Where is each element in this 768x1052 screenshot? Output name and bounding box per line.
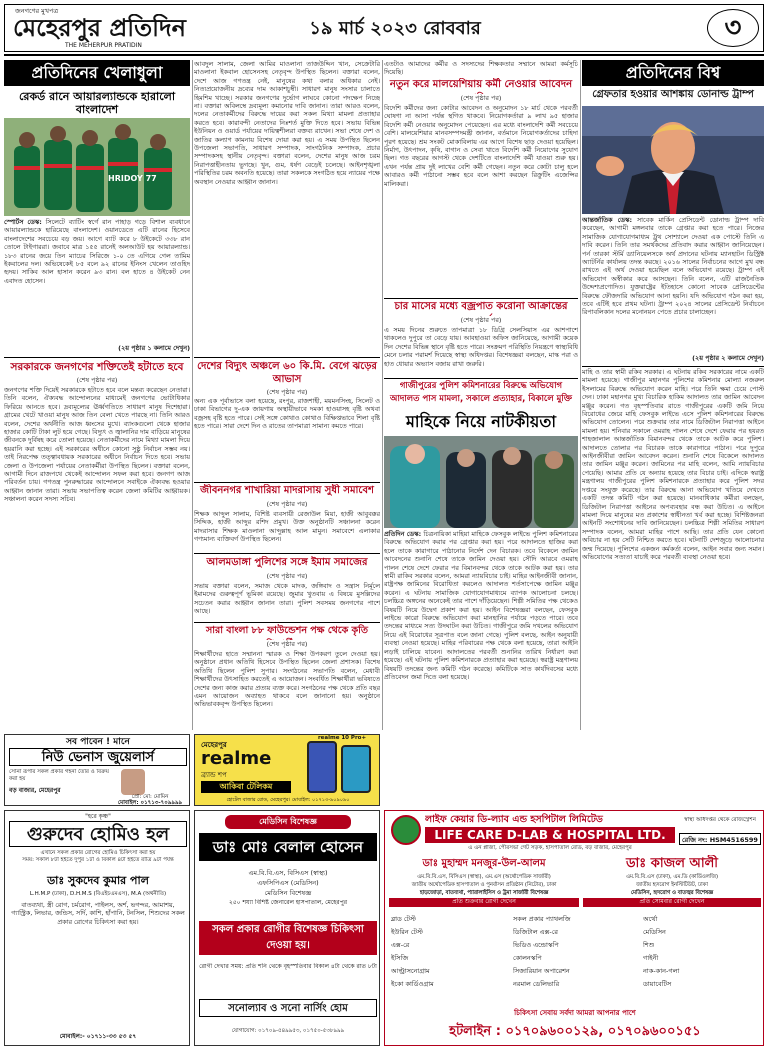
sports-section-title: প্রতিদিনের খেলাধুলা	[4, 60, 190, 86]
divider-3	[194, 482, 380, 483]
lifecare-name-bn: লাইফ কেয়ার ডি-ল্যাব এন্ড হসপিটাল লিমিটেড	[425, 814, 603, 825]
service-item: ইউরিন টেস্ট	[391, 928, 423, 936]
foundation-headline: সারা বাংলা ৮৮ ফাউন্ডেশন পক্ষ থেকে কৃতি	[205, 625, 369, 636]
drama-byline: প্রতিদিন ডেস্ক:	[384, 530, 422, 538]
service-item: ডিজিটাল এক্স-রে	[513, 928, 558, 936]
phone-image	[307, 741, 337, 793]
service-item: ইকো কার্ডিওগ্রাম	[391, 980, 434, 988]
record-headline: চার মাসের মধ্যে বজ্রপাত করোনা আক্রান্তের	[394, 301, 568, 312]
lifecare-license: রেজি নং: HSM4516599	[679, 833, 761, 845]
local-story-headline: সরকারকে জনগণের শক্তিতেই হটাতে হবে	[10, 361, 184, 373]
col3-top-text: এতটাও আমাদের কর্মীর ও সদস্যদের শিক্ষকতার সম্মানে আমরা কর্মসূচি দিয়েছি।	[384, 60, 578, 76]
drama-photo	[384, 436, 578, 528]
service-item: নাক-কান-গলা	[643, 967, 680, 975]
foundation-body: শিক্ষার্থীদের হাতে সম্মাননা স্মারক ও শিক্ষা উপকরণ তুলে দেওয়া হয়। অনুষ্ঠানে প্রধান অতিথি হিসেবে উপস্থিত ছিলেন জেলা প্রশাসক। বিশেষ অতিথি ছিলেন পুলিশ সুপার। সংগঠনের সভাপতি বলেন, মেধাবী শিক্ষার্থীদের উৎসাহিত করতেই এ আয়োজন। সংবর্ধিত শিক্ষার্থীরা ভবিষ্যতে দেশের জন্য কাজ করার প্রত্যয় ব্যক্ত করে। সংগঠনের পক্ষ থেকে প্রতি বছর এমন আয়োজন অব্যাহত থাকবে বলে জানানো হয়। অনুষ্ঠানে অভিভাবকবৃন্দ উপস্থিত ছিলেন।	[194, 650, 380, 709]
divider-6	[384, 298, 578, 299]
local-story-body: জনগণের শক্তি দিয়েই সরকারকে হটাতে হবে বলে মন্তব্য করেছেন নেতারা। তিনি বলেন, ঐক্যবদ্ধ আন্দোলনের মাধ্যমেই জনগণের ভোটাধিকার ফিরিয়ে আনতে হবে। দ্রব্যমূল্যের ঊর্ধ্বগতিতে সাধারণ মানুষ দিশেহারা। গ্রামের খেটে খাওয়া মানুষ আজ তিন বেলা খেতে পারছে না। তিনি আরও বলেন, দেশের অর্থনীতি আজ ধ্বংসের মুখে। ব্যাংকগুলো থেকে হাজার হাজার কোটি টাকা লুট হয়ে গেছে। বিদ্যুৎ ও জ্বালানির দাম বাড়িয়ে মানুষের জীবনকে দুর্বিষহ করে তোলা হয়েছে। নেতাকর্মীদের নামে মিথ্যা মামলা দিয়ে হয়রানি করা হচ্ছে। এই সরকারের অধীনে কোনো সুষ্ঠু নির্বাচন সম্ভব নয়। তাই নিরপেক্ষ তত্ত্বাবধায়ক সরকারের অধীনে নির্বাচন দিতে হবে। সভায় জেলা ও উপজেলা পর্যায়ের নেতাকর্মীরা উপস্থিত ছিলেন। বক্তারা বলেন, আগামী দিনে রাজপথে থেকেই আন্দোলন সফল করা হবে। জনগণ আজ পরিবর্তন চায়। গণতন্ত্র পুনরুদ্ধারের আন্দোলনে সবাইকে ঐক্যবদ্ধ হওয়ার আহ্বান জানান তারা। সভায় সভাপতিত্ব করেন জেলা কমিটির আহ্বায়ক। সঞ্চালনা করেন সদস্য সচিব।	[4, 386, 190, 504]
jewellers-owner: প্রো: মো: মোমিন	[131, 794, 169, 800]
realme-product: realme 10 Pro+	[317, 735, 367, 741]
world-body-2: মাহি ও তার স্বামী রকিব সরকার। এ ঘটনায় রকিব সরকারের নামে একটি মামলা হয়েছে। গাজীপুর মহানগর পুলিশের কমিশনার মোল্যা নজরুল ইসলামের বিরুদ্ধে অভিযোগ করেন মাহি। পরে তিনি ক্ষমা চেয়ে পোস্ট দেন। ঢাকা মহানগর মুখ্য বিচারিক হাকিম আদালত তার জামিন আবেদন মঞ্জুর করেন। গত বৃহস্পতিবার রাতে গাজীপুরের একটি জমি নিয়ে বিরোধের জেরে মাহি ফেসবুক লাইভে এসে পুলিশ কমিশনারের বিরুদ্ধে অভিযোগ তোলেন। পরে শুক্রবার তার নামে ডিজিটাল নিরাপত্তা আইনে মামলা হয়। শনিবার সকালে ওমরাহ পালন শেষে দেশে ফেরার পর হযরত শাহজালাল আন্তর্জাতিক বিমানবন্দর থেকে তাকে আটক করে পুলিশ। আদালতে তোলার পর বিচারক তাকে কারাগারে পাঠান। পরে দুপুরে আইনজীবীরা জামিন আবেদন করেন। শুনানি শেষে বিকেলে আদালত তার জামিন মঞ্জুর করেন। জামিনের পর মাহি বলেন, আমি ন্যায়বিচার পেয়েছি। আমার প্রতি যে অন্যায় হয়েছে তার বিচার চাই। এদিকে স্বরাষ্ট্র মন্ত্রণালয় গাজীপুরের পুলিশ কমিশনারকে প্রত্যাহার করে পুলিশ সদর দপ্তরে সংযুক্ত করেছে। তার বিরুদ্ধে আনা অভিযোগ খতিয়ে দেখতে একটি তদন্ত কমিটি গঠন করা হয়েছে। মানবাধিকার কর্মীরা বলছেন, ডিজিটাল নিরাপত্তা আইনের অপব্যবহার বন্ধ করা উচিত। এ আইনে মামলা দিয়ে মানুষের মত প্রকাশের স্বাধীনতা খর্ব করা হচ্ছে। বিশিষ্টজনরা আইনটি সংশোধনের দাবি জানিয়েছেন। চলচ্চিত্র শিল্পী সমিতির সাধারণ সম্পাদক বলেন, আমরা মাহির পাশে আছি। তার প্রতি যেন কোনো অবিচার না হয় সেটি নিশ্চিত করতে হবে। ঘটনাটি দেশজুড়ে আলোচনার জন্ম দিয়েছে। পুলিশের একজন কর্মকর্তা বলেন, আইন সবার জন্য সমান। অভিযোগের সত্যতা যাচাই করে পরবর্তী ব্যবস্থা নেওয়া হবে।	[582, 368, 764, 561]
storm-headline: দেশের বিদ্যুৎ অঞ্চলে ৬০ কি.মি. বেগে ঝড়ের আভাস	[197, 361, 377, 385]
divider-2	[194, 357, 380, 358]
homeo-tag: "হরে কৃষ্ণ"	[85, 813, 111, 820]
bellal-ad	[194, 810, 380, 1046]
divider-4	[194, 553, 380, 554]
bellal-banner: মেডিসিন বিশেষজ্ঞ	[225, 815, 351, 829]
rally-headline: জীবননগর শাখারিয়া মাদরাসায় সুধী সমাবেশ	[200, 485, 374, 496]
drama-headline: মাহিকে নিয়ে নাটকীয়তা	[405, 412, 556, 431]
world-section-title: প্রতিদিনের বিশ্ব	[582, 60, 764, 86]
homeo-name: গুরুদেব হোমিও হল	[9, 821, 187, 847]
lifecare-doc2-deg: এম.বি.বি.এস (ঢাকা), এম.ডি (কার্ডিওলজি)	[625, 874, 719, 880]
service-item: শিশু	[643, 941, 655, 949]
local-story-tag: (শেষ পৃষ্ঠার পর)	[76, 376, 118, 384]
world-byline: আন্তর্জাতিক ডেস্ক:	[582, 216, 633, 224]
world-body: সাবেক মার্কিন প্রেসিডেন্ট ডোনাল্ড ট্রাম্প দাবি করেছেন, আগামী মঙ্গলবার তাকে গ্রেপ্তার করা হতে পারে। নিজের সামাজিক যোগাযোগমাধ্যম ট্রুথ সোশ্যালে দেওয়া এক পোস্টে তিনি এ দাবি করেন। তিনি তার সমর্থকদের প্রতিবাদ করার আহ্বান জানিয়েছেন। পর্ন তারকা স্টর্মি ড্যানিয়েলসকে অর্থ প্রদানের ঘটনায় ম্যানহাটন ডিস্ট্রিক্ট অ্যাটর্নির কার্যালয় তদন্ত করছে। ২০১৬ সালের নির্বাচনের আগে মুখ বন্ধ রাখতে এই অর্থ দেওয়া হয়েছিল বলে অভিযোগ রয়েছে। ট্রাম্প এই অভিযোগ অস্বীকার করে আসছেন। তিনি বলেন, এটি রাজনৈতিক উদ্দেশ্যপ্রণোদিত। যুক্তরাষ্ট্রের ইতিহাসে কোনো সাবেক প্রেসিডেন্টের বিরুদ্ধে ফৌজদারি অভিযোগ আনা হয়নি। যদি অভিযোগ গঠন করা হয়, তবে এটিই হবে প্রথম ঘটনা। ট্রাম্প ২০২৪ সালের প্রেসিডেন্ট নির্বাচনে রিপাবলিকান দলের মনোনয়ন পেতে প্রচার চালাচ্ছেন।	[582, 216, 764, 317]
page-number	[707, 9, 759, 47]
police-tag: (শেষ পৃষ্ঠার পর)	[266, 572, 308, 580]
homeo-ad	[4, 810, 190, 1046]
lifecare-name-en: LIFE CARE D-LAB & HOSPITAL LTD.	[425, 827, 675, 843]
court-headline: গাজীপুরের পুলিশ কমিশনারের বিরুদ্ধে অভিযোগ আদালত পাস মামলা, সকালে প্রত্যাহার, বিকালে মুক্তি	[389, 381, 573, 404]
lifecare-doc2-time: প্রতি সোমবার রোগী দেখেন	[583, 898, 761, 907]
jersey-text: HRIDOY 77	[108, 174, 157, 183]
lifecare-hotline: ০১৭০৯৬০০১২৯, ০১৭০৯৬০০১৫১	[505, 1024, 701, 1039]
lifecare-services-right	[643, 913, 761, 1003]
record-tag: (শেষ পৃষ্ঠার পর)	[460, 316, 502, 324]
realme-ad	[194, 734, 380, 806]
jewellers-line1: সোনা রূপার সকল প্রকার গহনা তৈরি ও বিক্রয় করা হয়	[9, 769, 109, 782]
service-item: কোলনস্কপি	[513, 954, 542, 962]
col2-story: আবদুল সালাম, জেলা আমির মাওলানা তাজউদ্দিন খান, সেক্রেটারি মাওলানা ইকবাল হোসেনসহ নেতৃবৃন্দ উপস্থিত ছিলেন। বক্তারা বলেন, দেশে আজ গণতন্ত্র নেই, মানুষের কথা বলার অধিকার নেই। নিত্যপ্রয়োজনীয় দ্রব্যের দাম আকাশচুম্বী। সাধারণ মানুষ সংসার চালাতে হিমশিম খাচ্ছে। সরকার জনগণের দুর্ভোগ লাঘবে কোনো পদক্ষেপ নিচ্ছে না। বক্তারা অবিলম্বে দ্রব্যমূল্য কমানোর দাবি জানান। তারা আরও বলেন, দলের নেতাকর্মীদের বিরুদ্ধে দায়ের করা সকল মিথ্যা মামলা প্রত্যাহার করতে হবে। কারাবন্দী নেতাদের নিঃশর্ত মুক্তি দিতে হবে। সভায় বিভিন্ন ইউনিয়ন ও ওয়ার্ড পর্যায়ের দায়িত্বশীলরা বক্তব্য রাখেন। সভা শেষে দেশ ও জাতির কল্যাণ কামনায় বিশেষ দোয়া করা হয়। এ সময় উপস্থিত ছিলেন উপজেলা সভাপতি, সাধারণ সম্পাদক, সাংগঠনিক সম্পাদক, প্রচার সম্পাদকসহ স্থানীয় নেতৃবৃন্দ। বক্তারা বলেন, দেশের মানুষ আজ চরম নিরাপত্তাহীনতায় ভুগছে। খুন, গুম, ধর্ষণ বেড়েই চলেছে। আইনশৃঙ্খলা পরিস্থিতির চরম অবনতি হয়েছে। তারা সকলকে সংগঠিত হয়ে ন্যায়ের পক্ষে অবস্থান নেওয়ার আহ্বান জানান।	[194, 60, 380, 186]
divider-8	[582, 366, 764, 367]
malaysia-body: বিদেশি কর্মীদের জন্য কোটার আবেদন ও অনুমোদন ১৮ মার্চ থেকে পরবর্তী ঘোষণা না আসা পর্যন্ত স্থগিত থাকবে। নিয়োগকর্তারা ৯ লাখ ৯৫ হাজার বিদেশি কর্মী নেওয়ার অনুমোদন পেয়েছেন। এর মধ্যে বাংলাদেশি কর্মী সবচেয়ে বেশি। মালয়েশিয়ার মানবসম্পদমন্ত্রী জানান, বর্তমানে নিয়োগকর্তাদের চাহিদা পূরণ হয়েছে। শ্রম সংকট মোকাবিলায় এর আগে বিশেষ ছাড় দেওয়া হয়েছিল। নির্মাণ, উৎপাদন, কৃষি, বাগান ও সেবা খাতে বিদেশি কর্মী নিয়োগের সুযোগ ছিল। গত বছরের আগস্ট থেকে দেশটিতে বাংলাদেশি কর্মী যাওয়া শুরু হয়। এখন পর্যন্ত প্রায় দুই লাখের বেশি কর্মী গেছেন। নতুন করে কোটা চালু হলে আবারও কর্মী পাঠানো সম্ভব হবে বলে আশা করছেন রিক্রুটিং এজেন্সির মালিকরা।	[384, 104, 578, 188]
drama-body: চিত্রনায়িকা মাহিয়া মাহিকে ফেসবুক লাইভে পুলিশ কমিশনারের বিরুদ্ধে অভিযোগ করার পর গ্রেপ্তার করা হয়। পরে আদালতে হাজির করা হলে তাকে কারাগারে পাঠানোর নির্দেশ দেন বিচারক। তবে বিকেলে জামিন আবেদনের শুনানি শেষে তাকে জামিন দেওয়া হয়। সৌদি আরবে ওমরাহ পালন শেষে দেশে ফেরার পর বিমানবন্দর থেকে তাকে আটক করা হয়। তার স্বামী রাকিব সরকার বলেন, আমরা ন্যায়বিচার চাই। মাহির আইনজীবী জানান, রাষ্ট্রপক্ষ জামিনের বিরোধিতা করলেও আদালত শর্তসাপেক্ষে জামিন মঞ্জুর করেন। এ ঘটনায় সামাজিক যোগাযোগমাধ্যমে ব্যাপক আলোচনা চলছে। চলচ্চিত্র অঙ্গনের অনেকেই তার পাশে দাঁড়িয়েছেন। শিল্পী সমিতির পক্ষ থেকেও বিষয়টি নিয়ে উদ্বেগ প্রকাশ করা হয়। আইন বিশেষজ্ঞরা বলছেন, ফেসবুক লাইভে কারো বিরুদ্ধে অভিযোগ করা মানহানির পর্যায়ে পড়তে পারে। তবে তদন্তের মাধ্যমে সত্য উদঘাটন করা উচিত। গাজীপুরে জমি দখলের অভিযোগ নিয়ে এই বিরোধের সূত্রপাত বলে জানা গেছে। পুলিশ বলছে, আইন অনুযায়ী ব্যবস্থা নেওয়া হয়েছে। মাহির পরিবারের পক্ষ থেকে বলা হয়েছে, তারা আইনি লড়াই চালিয়ে যাবেন। আদালতের পরবর্তী শুনানির তারিখ নির্ধারণ করা হয়েছে। এই ঘটনায় পুলিশ কমিশনারকে প্রত্যাহার করা হয়েছে। স্বরাষ্ট্র মন্ত্রণালয় বিষয়টি তদন্তের জন্য কমিটি গঠন করেছে। কমিটিকে সাত কার্যদিবসের মধ্যে প্রতিবেদন জমা দিতে বলা হয়েছে।	[384, 530, 578, 681]
service-item: অর্থো	[643, 915, 658, 923]
lifecare-hotline-bar	[391, 1021, 759, 1043]
bellal-chamber: সনোল্যাব ও সনো নার্সিং হোম	[199, 999, 377, 1017]
lifecare-doc2-spec2: মেডিসিন, হৃদরোগ ও বাতজ্বর বিশেষজ্ঞ	[630, 890, 714, 896]
realme-brand: realme	[201, 749, 272, 769]
world-story	[582, 216, 764, 354]
storm-body: অন্য এক পূর্বাভাসে বলা হয়েছে, রংপুর, রাজশাহী, ময়মনসিংহ, সিলেট ও ঢাকা বিভাগের দু-এক জায়গায় অস্থায়ীভাবে দমকা হাওয়াসহ বৃষ্টি অথবা বজ্রসহ বৃষ্টি হতে পারে। সেই সঙ্গে কোথাও কোথাও বিক্ষিপ্তভাবে শিলা বৃষ্টি হতে পারে। সারা দেশে দিন ও রাতের তাপমাত্রা সামান্য কমতে পারে।	[194, 397, 380, 431]
col-sep-2	[382, 60, 383, 730]
lifecare-hotline-label: হটলাইন	[449, 1024, 492, 1039]
masthead-rule	[4, 54, 764, 56]
sports-byline: স্পোর্টস ডেস্ক:	[4, 218, 42, 226]
lifecare-doc1-deg: এম.বি.বি.এস, বিসিএস (স্বাস্থ্য), এম.এস (অর্থোপেডিক সার্জারী)	[417, 874, 551, 880]
col-sep-1	[192, 60, 193, 730]
sports-headline: রেকর্ড রানে আয়ারল্যান্ডকে হারালো বাংলাদেশ	[18, 90, 176, 116]
police-headline: আলমডাঙ্গা পুলিশের সঙ্গে ইমাম সমাজের	[206, 557, 368, 568]
lifecare-doc2: ডাঃ কাজল আলী	[625, 856, 719, 871]
drama-story	[384, 530, 578, 730]
service-item: ব্লাড টেস্ট	[391, 915, 416, 923]
realme-address: হোটেল বাজার রোড, মেহেরপুর। মোবাইল: ০১৭১৩-৯০৯০৯০	[226, 797, 350, 803]
service-item: সকল প্রকার প্যাথলজি	[513, 915, 571, 923]
cricket-team-photo	[4, 118, 190, 216]
jewellers-owner-photo	[121, 769, 145, 795]
jewellers-phone: মোবাইল: ০১৭১৩-৭০৯৯৯৯	[117, 800, 183, 806]
lifecare-doc1-time: প্রতি শুক্রবার রোগী দেখেন	[389, 898, 579, 907]
bellal-degree-2: এফসিপিএস (মেডিসিন)	[257, 879, 319, 887]
foundation-tag: (শেষ পৃষ্ঠার পর)	[266, 640, 308, 648]
realme-sub: ব্র্যান্ড শপ	[201, 771, 227, 779]
service-item: এক্স-রে	[391, 941, 410, 949]
lifecare-license-label: স্বাস্থ্য অধিদপ্তর থেকে রেজিস্ট্রেশন	[684, 817, 756, 823]
divider-5	[194, 622, 380, 623]
service-item: নরমাল ডেলিভারি	[513, 980, 560, 988]
service-item: আল্ট্রাসনোগ্রাম	[391, 967, 430, 975]
malaysia-headline: নতুন করে মালয়েশিয়ায় কর্মী নেওয়ার আবেদন	[389, 79, 573, 90]
service-item: সিজারিয়ান অপারেশন	[513, 967, 570, 975]
service-item: ভিডিও এন্ডোস্কপি	[513, 941, 559, 949]
world-photo	[582, 106, 764, 214]
record-body: এ সময় দিনের শুরুতে তাপমাত্রা ১৮ ডিগ্রি সেলসিয়াস এর আশপাশে থাকলেও দুপুরে তা বেড়ে যায়। আবহাওয়া অফিস জানিয়েছে, আগামী কয়েক দিন দেশের বিভিন্ন স্থানে বৃষ্টি হতে পারে। সংক্রমণ পরিস্থিতি নিয়ন্ত্রণে স্বাস্থ্যবিধি মেনে চলার পরামর্শ দিয়েছে স্বাস্থ্য অধিদপ্তর। বিশেষজ্ঞরা বলছেন, মাস্ক পরা ও হাত ধোয়ার অভ্যাস বজায় রাখা জরুরি।	[384, 326, 578, 368]
jewellers-line2: বড় বাজার, মেহেরপুর	[9, 787, 61, 794]
lifecare-address: এ এন প্লাজা, পৌরসভা গেট সড়ক, হাসপাতাল রোড, বড় বাজার, মেহেরপুর	[468, 845, 632, 851]
lifecare-doc2-spec: জাতীয় হৃদরোগ ইনস্টিটিউট, ঢাকা	[636, 882, 708, 888]
realme-dealer: আকিবা টেলিকম	[201, 781, 291, 793]
bellal-timing: রোগী দেখার সময়: প্রতি শনি থেকে বৃহস্পতিবার বিকাল ৪টা থেকে রাত ৮টা	[199, 963, 377, 970]
lifecare-doc1-spec2: হাড়জোড়া, বাতব্যথা, প্যারালাইসিস ও ট্রমা সার্জারী বিশেষজ্ঞ	[419, 890, 549, 896]
jewellers-top: সব পাবেন ! মানে	[66, 737, 130, 747]
bellal-contact: যোগাযোগ: ০১৭০৯-৫৪৯৯৫৩, ০১৭৫০-৫৩৮৯৯৯	[231, 1028, 345, 1034]
world-headline: গ্রেফতার হওয়ার আশঙ্কায় ডোনাল্ড ট্রাম্প	[592, 89, 754, 100]
homeo-sub: এখানে সকল প্রকার রোগের হোমিও চিকিৎসা করা হয়	[40, 850, 156, 856]
sports-body: সিলেটে ব্যাটিং স্বর্গে রান পাহাড় গড়ে বিশাল ব্যবধানে আয়ারল্যান্ডকে হারিয়েছে বাংলাদেশ। ওয়ানডেতে এটি রানের হিসেবে বাংলাদেশের সবচেয়ে বড় জয়। আগে ব্যাট করে ৮ উইকেটে ৩৩৮ রান তোলে টাইগাররা। জবাবে মাত্র ১৫৫ রানেই অলআউট হয় আয়ারল্যান্ড। ১৮৩ রানের জয়ে তিন ম্যাচের সিরিজে ১-০ তে এগিয়ে গেল তামিম ইকবালের দল। অভিষেকেই ৮৫ বলে ৯২ রানের ইনিংস খেলেন তাওহিদ হৃদয়। সাকিব আল হাসান করেন ৯৩ রান। বল হাতে ৪ উইকেট নেন এবাদত হোসেন।	[4, 218, 190, 285]
bellal-hospital: ২৫০ শয্যা বিশিষ্ট জেনারেল হাসপাতাল, মেহেরপুর	[228, 899, 348, 906]
realme-shop: মেহেরপুর	[201, 741, 227, 749]
lifecare-ad	[384, 810, 764, 1046]
homeo-body: বাতব্যথা, স্ত্রী রোগ, চর্মরোগ, পাইলস, অর্শ, ভগন্দর, আমাশয়, গ্যাস্ট্রিক, লিভার, জন্ডিস, সর্দি, কাশি, হাঁপানি, টনসিল, শিশুদের সকল প্রকার রোগের চিকিৎসা করা হয়।	[11, 901, 185, 926]
masthead-logo: মেহেরপুর প্রতিদিন	[13, 14, 186, 42]
masthead-date: ১৯ মার্চ ২০২৩ রোববার	[309, 18, 481, 39]
masthead-logo-en: THE MEHERPUR PRATIDIN	[65, 42, 142, 49]
rally-tag: (শেষ পৃষ্ঠার পর)	[266, 500, 308, 508]
malaysia-tag: (শেষ পৃষ্ঠার পর)	[460, 94, 502, 102]
world-continued: (২য় পৃষ্ঠার ২ কলামে দেখুন)	[692, 354, 764, 362]
homeo-doctor: ডাঃ সুকদেব কুমার পাল	[47, 874, 149, 887]
homeo-degree: L.H.M.P (ঢাকা), D.H.M.S (বিএইচএমএস), M.A (অর্থনীতি)	[29, 891, 167, 897]
trump-photo	[582, 106, 764, 214]
divider-7	[384, 378, 578, 379]
phone-image-2	[341, 745, 371, 793]
mahi-photo	[384, 436, 578, 528]
sports-continued: (২য় পৃষ্ঠার ১ কলামে দেখুন)	[118, 344, 190, 352]
hotline-colon: :	[491, 1024, 506, 1039]
bellal-spec: মেডিসিন বিশেষজ্ঞ	[264, 889, 312, 897]
lifecare-doc1: ডাঃ মুহাম্মদ মনজুর-উল-আলম	[422, 858, 546, 869]
homeo-phone: মোবাইল:- ০১৭১১-৩৩ ৫৩ ৫৭	[59, 1033, 137, 1040]
rally-body: শিক্ষক আব্দুল সালাম, বিশিষ্ট ব্যবসায়ী রেজাউল মিয়া, হাজী আবুবক্কর সিদ্দিক, হাজী আব্দুর রশিদ প্রমুখ। উক্ত অনুষ্ঠানটি সঞ্চালনা করেন মাদরাসার শিক্ষক মাওলানা আব্দুল্লাহ আল মামুন। সমাবেশে এলাকার গণ্যমান্য ব্যক্তিবর্গ উপস্থিত ছিলেন।	[194, 510, 380, 544]
service-item: ডায়াবেটিস	[643, 980, 672, 988]
bellal-doctor: ডাঃ মোঃ বেলাল হোসেন	[199, 833, 377, 861]
jewellers-name: নিউ ভেনাস জুয়েলার্স	[9, 748, 187, 766]
service-item: গাইনী	[643, 954, 659, 962]
col-sep-3	[580, 60, 581, 730]
divider-1	[4, 357, 190, 358]
service-item: মেডিসিন	[643, 928, 666, 936]
lifecare-logo	[391, 815, 421, 845]
sports-story	[4, 218, 190, 342]
police-body: সভায় বক্তারা বলেন, সমাজ থেকে মাদক, জঙ্গিবাদ ও সন্ত্রাস নির্মূলে ইমামদের গুরুত্বপূর্ণ ভূমিকা রয়েছে। জুমার খুতবায় এ বিষয়ে মুসল্লিদের সচেতন করার আহ্বান জানান তারা। পুলিশ সবসময় জনগণের পাশে আছে।	[194, 582, 380, 616]
lifecare-services-left	[391, 913, 511, 1003]
masthead	[4, 4, 764, 52]
masthead-tagline: জনগণের মুখপত্র	[15, 7, 59, 15]
bellal-tagline: সকল প্রকার রোগীর বিশেষজ্ঞ চিকিৎসা দেওয়া হয়।	[199, 921, 377, 955]
sports-photo	[4, 118, 190, 216]
storm-tag: (শেষ পৃষ্ঠার পর)	[266, 388, 308, 396]
service-item: ইসিজি	[391, 954, 409, 962]
homeo-timing: সময়: সকাল ৮টা হইতে দুপুর ১টা ও বিকাল ৪টা হইতে রাত্রি ৯টা পর্যন্ত	[22, 857, 174, 863]
bellal-degree: এম.বি.বি.এস, বিসিএস (স্বাস্থ্য)	[248, 869, 328, 877]
lifecare-services-mid	[513, 913, 639, 1003]
jewellers-ad	[4, 734, 190, 806]
lifecare-offer: চিকিৎসা সেবায় সর্বদা আমরা আপনার পাশে	[514, 1009, 636, 1017]
page-number-text: ৩	[724, 13, 742, 43]
lifecare-doc1-spec: জাতীয় অর্থোপেডিক হাসপাতাল ও পুনর্বাসন প্রতিষ্ঠান (নিটোর), ঢাকা	[411, 882, 557, 888]
